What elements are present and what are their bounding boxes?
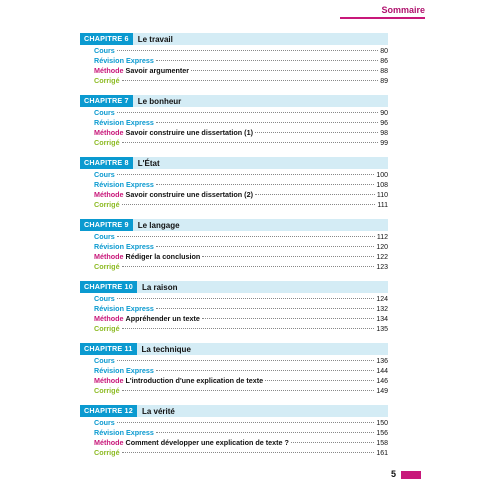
toc-entry[interactable] — [94, 438, 388, 448]
chapter-heading — [80, 33, 388, 45]
chapter-section — [80, 33, 388, 86]
chapter-heading — [80, 405, 388, 417]
entry-type-label: Révision Express — [94, 180, 154, 189]
dot-leader — [122, 204, 376, 205]
entry-type-label: Cours — [94, 232, 115, 241]
toc-entry[interactable] — [94, 180, 388, 190]
dot-leader — [117, 360, 375, 361]
entry-page-number: 90 — [380, 110, 388, 117]
entry-page-number: 135 — [376, 326, 388, 333]
toc-entry[interactable] — [94, 418, 388, 428]
entry-type-label: Méthode — [94, 128, 124, 137]
chapter-heading — [80, 281, 388, 293]
entry-type-label: Cours — [94, 356, 115, 365]
toc-entry[interactable] — [94, 262, 388, 272]
toc-entry[interactable] — [94, 170, 388, 180]
entry-title: Savoir construire une dissertation (1) — [125, 128, 253, 137]
header-rule — [340, 17, 425, 19]
chapter-title: Le langage — [137, 220, 180, 230]
chapter-number-label: CHAPITRE 6 — [80, 33, 133, 45]
entry-type-label: Cours — [94, 170, 115, 179]
chapter-heading — [80, 343, 388, 355]
toc-entry[interactable] — [94, 46, 388, 56]
toc-entry[interactable] — [94, 324, 388, 334]
table-of-contents — [80, 33, 388, 467]
toc-entry[interactable] — [94, 448, 388, 458]
entry-page-number: 149 — [376, 388, 388, 395]
chapter-heading — [80, 95, 388, 107]
toc-entry[interactable] — [94, 232, 388, 242]
chapter-number-label: CHAPITRE 12 — [80, 405, 137, 417]
entry-page-number: 111 — [377, 202, 388, 209]
page-number: 5 — [391, 469, 397, 479]
chapter-title: La raison — [141, 282, 178, 292]
chapter-heading — [80, 157, 388, 169]
entry-title: Savoir construire une dissertation (2) — [125, 190, 253, 199]
chapter-section — [80, 405, 388, 458]
toc-entry[interactable] — [94, 138, 388, 148]
page-title: Sommaire — [381, 5, 425, 15]
toc-entry[interactable] — [94, 304, 388, 314]
entry-title: Rédiger la conclusion — [125, 252, 201, 261]
chapter-heading — [80, 219, 388, 231]
chapter-section — [80, 95, 388, 148]
dot-leader — [156, 60, 378, 61]
entry-page-number: 86 — [380, 58, 388, 65]
toc-entry[interactable] — [94, 294, 388, 304]
chapter-number-label: CHAPITRE 11 — [80, 343, 137, 355]
entry-type-label: Méthode — [94, 66, 124, 75]
page-number-tab — [401, 471, 421, 479]
entry-type-label: Méthode — [94, 376, 124, 385]
entry-page-number: 80 — [380, 48, 388, 55]
toc-entry[interactable] — [94, 200, 388, 210]
entry-type-label: Méthode — [94, 252, 124, 261]
entry-type-label: Corrigé — [94, 76, 120, 85]
toc-entry[interactable] — [94, 108, 388, 118]
entry-page-number: 150 — [376, 420, 388, 427]
entry-page-number: 99 — [380, 140, 388, 147]
entry-type-label: Révision Express — [94, 56, 154, 65]
chapter-number-label: CHAPITRE 9 — [80, 219, 133, 231]
entry-page-number: 156 — [376, 430, 388, 437]
entry-type-label: Révision Express — [94, 118, 154, 127]
chapter-section — [80, 157, 388, 210]
toc-entry[interactable] — [94, 66, 388, 76]
chapter-number-label: CHAPITRE 8 — [80, 157, 133, 169]
toc-entry[interactable] — [94, 386, 388, 396]
entry-type-label: Corrigé — [94, 448, 120, 457]
entry-page-number: 158 — [376, 440, 388, 447]
entry-page-number: 89 — [380, 78, 388, 85]
entry-type-label: Corrigé — [94, 262, 120, 271]
dot-leader — [122, 142, 379, 143]
toc-entry[interactable] — [94, 76, 388, 86]
entry-page-number: 88 — [380, 68, 388, 75]
entry-type-label: Révision Express — [94, 428, 154, 437]
entry-page-number: 132 — [376, 306, 388, 313]
entry-page-number: 122 — [376, 254, 388, 261]
entry-page-number: 124 — [376, 296, 388, 303]
dot-leader — [156, 308, 374, 309]
entry-type-label: Cours — [94, 46, 115, 55]
toc-entry[interactable] — [94, 366, 388, 376]
toc-entry[interactable] — [94, 242, 388, 252]
entry-page-number: 144 — [376, 368, 388, 375]
entry-type-label: Corrigé — [94, 386, 120, 395]
dot-leader — [122, 266, 375, 267]
chapter-number-label: CHAPITRE 7 — [80, 95, 133, 107]
entry-type-label: Révision Express — [94, 242, 154, 251]
chapter-title: L'État — [137, 158, 160, 168]
entry-page-number: 112 — [376, 234, 388, 241]
chapter-title: Le bonheur — [137, 96, 182, 106]
entry-type-label: Méthode — [94, 190, 124, 199]
entry-page-number: 108 — [376, 182, 388, 189]
entry-page-number: 100 — [376, 172, 388, 179]
toc-entry[interactable] — [94, 128, 388, 138]
entry-page-number: 123 — [376, 264, 388, 271]
entry-page-number: 96 — [380, 120, 388, 127]
entry-type-label: Corrigé — [94, 324, 120, 333]
entry-title: Comment développer une explication de texte ? — [125, 438, 289, 447]
chapter-section — [80, 281, 388, 334]
dot-leader — [202, 318, 374, 319]
entry-type-label: Corrigé — [94, 200, 120, 209]
entry-page-number: 110 — [376, 192, 388, 199]
dot-leader — [117, 112, 378, 113]
chapter-title: La vérité — [141, 406, 175, 416]
entry-type-label: Cours — [94, 294, 115, 303]
entry-type-label: Révision Express — [94, 366, 154, 375]
entry-title: Savoir argumenter — [125, 66, 190, 75]
dot-leader — [255, 194, 375, 195]
toc-entry[interactable] — [94, 252, 388, 262]
page-header — [0, 0, 487, 22]
dot-leader — [156, 370, 374, 371]
entry-type-label: Corrigé — [94, 138, 120, 147]
entry-title: L'introduction d'une explication de texte — [125, 376, 264, 385]
toc-entry[interactable] — [94, 190, 388, 200]
toc-entry[interactable] — [94, 356, 388, 366]
dot-leader — [122, 390, 375, 391]
chapter-section — [80, 343, 388, 396]
dot-leader — [122, 452, 375, 453]
entry-page-number: 134 — [376, 316, 388, 323]
entry-page-number: 98 — [380, 130, 388, 137]
entry-page-number: 146 — [376, 378, 388, 385]
dot-leader — [265, 380, 374, 381]
chapter-number-label: CHAPITRE 10 — [80, 281, 137, 293]
entry-type-label: Révision Express — [94, 304, 154, 313]
dot-leader — [156, 184, 374, 185]
toc-entry[interactable] — [94, 376, 388, 386]
entry-title: Appréhender un texte — [125, 314, 200, 323]
dot-leader — [122, 80, 379, 81]
dot-leader — [291, 442, 374, 443]
entry-page-number: 120 — [376, 244, 388, 251]
toc-entry[interactable] — [94, 56, 388, 66]
dot-leader — [156, 122, 378, 123]
dot-leader — [117, 422, 375, 423]
entry-type-label: Méthode — [94, 314, 124, 323]
dot-leader — [122, 328, 375, 329]
chapter-title: La technique — [141, 344, 191, 354]
dot-leader — [117, 50, 378, 51]
chapter-title: Le travail — [137, 34, 173, 44]
entry-type-label: Cours — [94, 108, 115, 117]
dot-leader — [156, 432, 374, 433]
dot-leader — [202, 256, 374, 257]
dot-leader — [117, 236, 375, 237]
entry-type-label: Méthode — [94, 438, 124, 447]
dot-leader — [191, 70, 378, 71]
toc-entry[interactable] — [94, 314, 388, 324]
dot-leader — [255, 132, 378, 133]
toc-entry[interactable] — [94, 118, 388, 128]
chapter-section — [80, 219, 388, 272]
toc-entry[interactable] — [94, 428, 388, 438]
entry-page-number: 161 — [376, 450, 388, 457]
entry-page-number: 136 — [376, 358, 388, 365]
dot-leader — [156, 246, 374, 247]
entry-type-label: Cours — [94, 418, 115, 427]
dot-leader — [117, 298, 375, 299]
dot-leader — [117, 174, 375, 175]
